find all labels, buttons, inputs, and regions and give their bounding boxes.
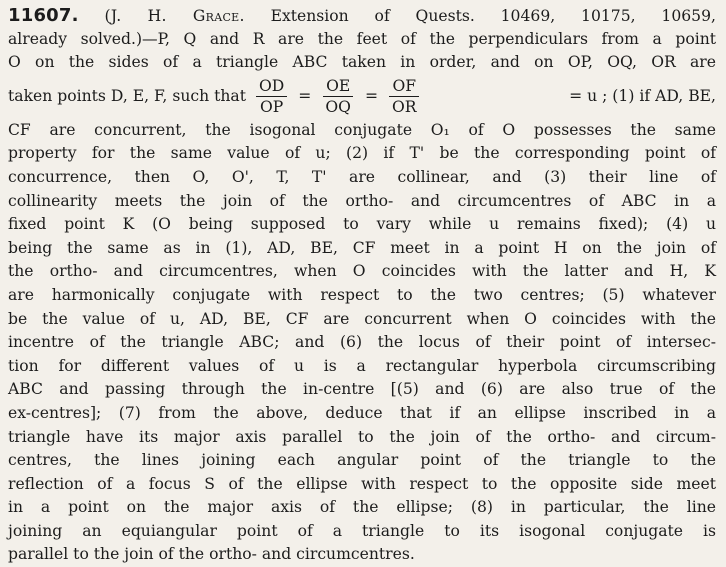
- question-text-block: [8, 4, 716, 564]
- text-line-last: parallel to the join of the ortho- and circumcentres.: [8, 545, 415, 564]
- text-line: incentre of the triangle ABC; and (6) the locus of their point of intersec-: [8, 333, 716, 352]
- text-line: O on the sides of a triangle ABC taken in order, and on OP, OQ, OR are: [8, 53, 716, 72]
- text-line: already solved.)—P, Q and R are the feet of the perpendiculars from a point: [8, 29, 716, 48]
- text-line: concurrence, then O, O', T, T' are collinear, and (3) their line of: [8, 167, 716, 186]
- fraction: [389, 77, 420, 116]
- text-line: triangle have its major axis parallel to the join of the ortho- and circum-: [8, 427, 716, 446]
- text-line: reflection of a focus S of the ellipse with respect to the opposite side meet: [8, 474, 716, 493]
- fraction-line: [8, 75, 716, 119]
- fraction-numerator: OD: [256, 77, 287, 97]
- fraction-denominator: OP: [259, 98, 284, 117]
- equals-sign: =: [298, 86, 312, 105]
- text-line: centres, the lines joining each angular point of the triangle to the: [8, 451, 716, 470]
- text-line: being the same as in (1), AD, BE, CF meet in a point H on the join of: [8, 238, 716, 257]
- text-line: in a point on the major axis of the ellipse; (8) in particular, the line: [8, 498, 716, 517]
- fraction-denominator: OQ: [325, 98, 351, 117]
- text-line-content: = u ; (1) if AD, BE,: [569, 86, 716, 105]
- author-attribution: (J. H. Grace.: [104, 7, 245, 25]
- text-line: the ortho- and circumcentres, when O coincides with the latter and H, K: [8, 262, 716, 281]
- fraction-numerator: OF: [389, 77, 419, 97]
- text-line: [8, 4, 716, 28]
- fraction: [256, 77, 287, 116]
- equals-sign: =: [364, 86, 379, 105]
- text-line: tion for different values of u is a rectangular hyperbola circumscribing: [8, 356, 716, 375]
- question-number: 11607.: [8, 5, 79, 26]
- fraction-numerator: OE: [323, 77, 353, 97]
- text-line: collinearity meets the join of the ortho- and circumcentres of ABC in a: [8, 191, 716, 210]
- text-line: CF are concurrent, the isogonal conjugate O₁ of O possesses the same: [8, 120, 716, 139]
- text-line-content: taken points D, E, F, such that: [8, 86, 246, 105]
- text-line: fixed point K (O being supposed to vary while u remains fixed); (4) u: [8, 215, 716, 234]
- text-line: ex-centres]; (7) from the above, deduce that if an ellipse inscribed in a: [8, 403, 716, 422]
- text-line: property for the same value of u; (2) if T' be the corresponding point of: [8, 144, 716, 163]
- fraction-denominator: OR: [392, 98, 417, 117]
- text-line: are harmonically conjugate with respect to the two centres; (5) whatever: [8, 285, 716, 304]
- text-line-content: Extension of Quests. 10469, 10175, 10659,: [270, 7, 716, 25]
- fraction: [322, 77, 354, 116]
- text-line: joining an equiangular point of a triangle to its isogonal conjugate is: [8, 521, 716, 540]
- text-line: be the value of u, AD, BE, CF are concurrent when O coincides with the: [8, 309, 716, 328]
- text-line: ABC and passing through the in-centre [(5) and (6) are also true of the: [8, 380, 716, 399]
